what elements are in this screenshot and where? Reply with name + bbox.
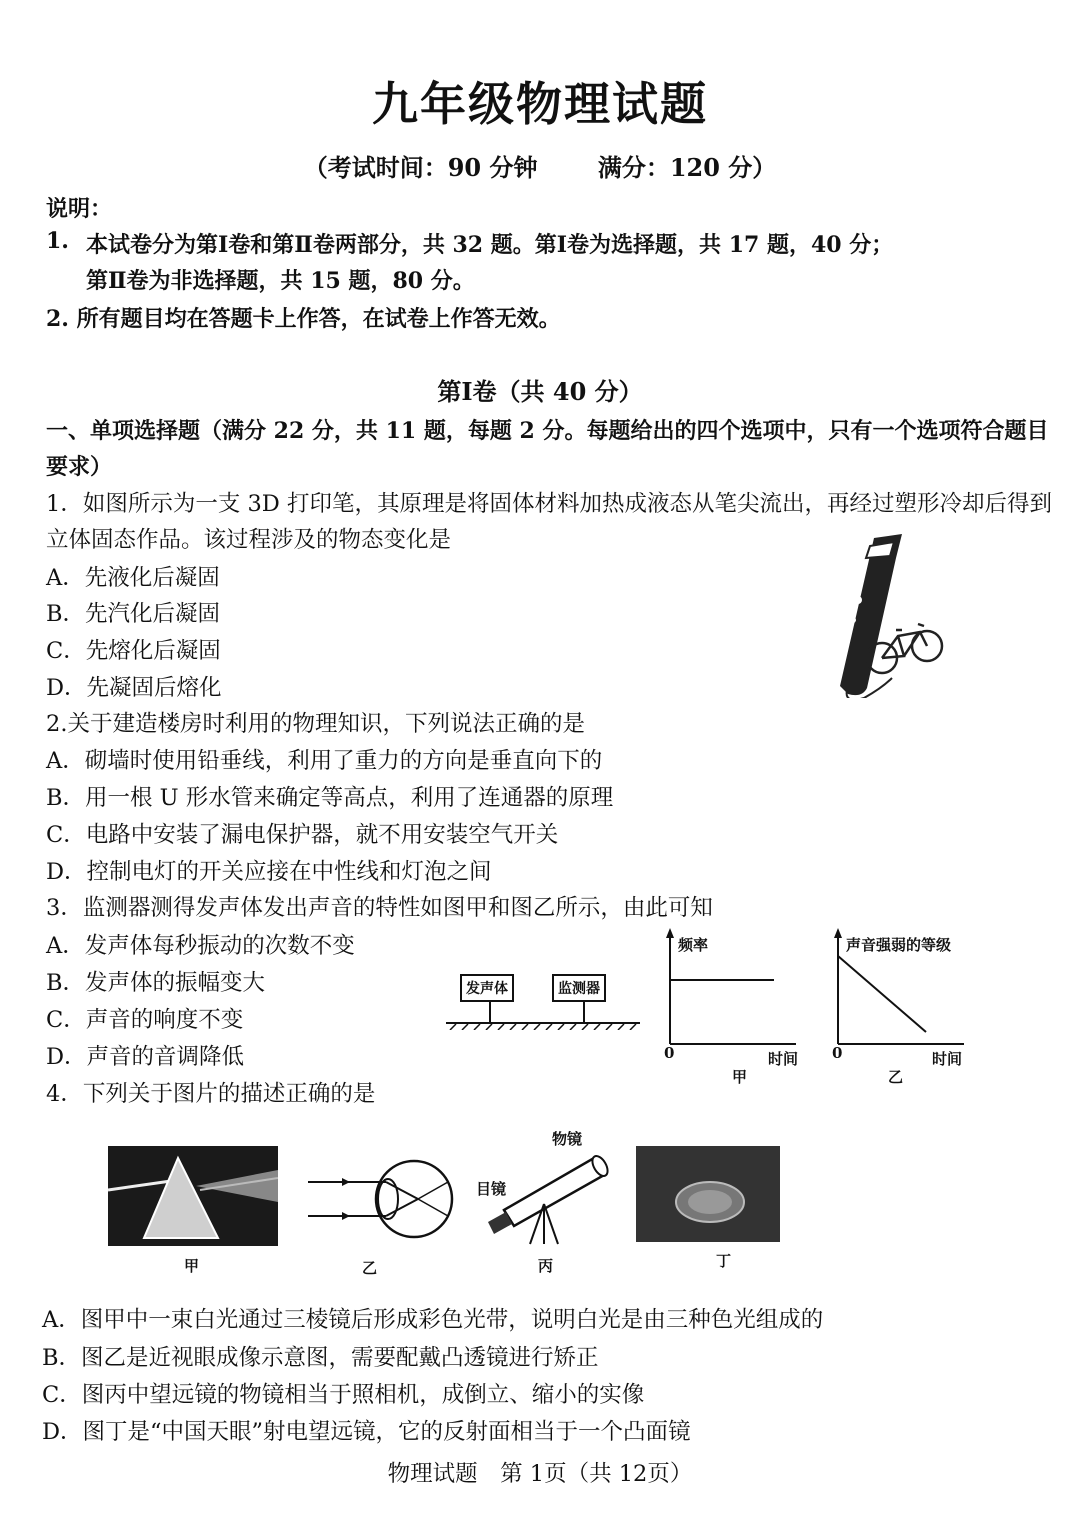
q4-option-a: A．图甲中一束白光通过三棱镜后形成彩色光带，说明白光是由三种色光组成的: [42, 1307, 824, 1333]
graph2-caption: 乙: [888, 1068, 904, 1086]
graph1-caption: 甲: [732, 1068, 748, 1086]
graph1-origin: 0: [664, 1044, 675, 1062]
q2-option-c: C．电路中安装了漏电保护器，就不用安装空气开关: [46, 822, 559, 848]
full-score: 满分：120 分）: [597, 153, 777, 182]
q2-option-a: A．砌墙时使用铅垂线，利用了重力的方向是垂直向下的: [46, 748, 603, 774]
part1-instructions-line-2: 要求）: [46, 454, 113, 480]
q3-option-c: C．声音的响度不变: [46, 1007, 244, 1033]
q4-caption-3: 丙: [538, 1257, 554, 1275]
page-footer: 物理试题 第 1页（共 12页）: [387, 1461, 693, 1487]
telescope-icon: [488, 1153, 611, 1244]
eye-diagram: [302, 1150, 462, 1240]
graph1-y-label: 频率: [678, 936, 709, 954]
q3-option-b: B．发声体的振幅变大: [46, 970, 266, 996]
q2-option-d: D．控制电灯的开关应接在中性线和灯泡之间: [46, 859, 492, 885]
fast-telescope-photo: [636, 1146, 780, 1242]
part1-instructions-line-1: 一、单项选择题（满分 22 分，共 11 题，每题 2 分。每题给出的四个选项中，只有一个选项符合题目: [46, 418, 1049, 444]
graph2-y-label: 声音强弱的等级: [846, 936, 952, 954]
eyepiece-label: 目镜: [476, 1180, 507, 1198]
q4-option-b: B．图乙是近视眼成像示意图，需要配戴凸透镜进行矫正: [42, 1345, 599, 1371]
q3-stem: 3．监测器测得发声体发出声音的特性如图甲和图乙所示，由此可知: [46, 895, 713, 921]
q3-setup-figure: [444, 970, 644, 1030]
q1-option-d: D．先凝固后熔化: [46, 675, 222, 701]
q1-option-a: A．先液化后凝固: [46, 565, 220, 591]
q3-graph-frequency: [656, 926, 806, 1086]
exam-time: （考试时间：90 分钟: [303, 153, 538, 182]
page-title: 九年级物理试题: [372, 77, 708, 131]
q2-option-b: B．用一根 U 形水管来确定等高点，利用了连通器的原理: [46, 785, 614, 811]
graph2-origin: 0: [832, 1044, 843, 1062]
q1-option-b: B．先汽化后凝固: [46, 601, 221, 627]
loudness-line: [838, 956, 926, 1032]
graph1-x-label: 时间: [768, 1050, 799, 1068]
ground-line: [444, 970, 644, 1030]
note-1-line-1: 本试卷分为第Ⅰ卷和第Ⅱ卷两部分，共 32 题。第Ⅰ卷为选择题，共 17 题，40 分；: [86, 232, 894, 258]
q1-option-c: C．先熔化后凝固: [46, 638, 221, 664]
q4-option-d: D．图丁是“中国天眼”射电望远镜，它的反射面相当于一个凸面镜: [42, 1419, 691, 1445]
q3-option-d: D．声音的音调降低: [46, 1044, 245, 1070]
prism-photo: [108, 1146, 278, 1246]
radio-telescope-icon: [636, 1146, 780, 1242]
q4-stem: 4．下列关于图片的描述正确的是: [46, 1081, 376, 1107]
graph2-x-label: 时间: [932, 1050, 963, 1068]
note-1-line-2: 第Ⅱ卷为非选择题，共 15 题，80 分。: [86, 268, 475, 294]
q2-stem: 2.关于建造楼房时利用的物理知识，下列说法正确的是: [46, 711, 585, 737]
lens-icon: [378, 1179, 398, 1219]
eyeball-icon: [376, 1161, 452, 1237]
q1-3d-pen-figure: [812, 528, 952, 698]
objective-label: 物镜: [552, 1130, 583, 1148]
sound-source-box: 发声体: [460, 974, 514, 1002]
note-1-number: 1.: [46, 228, 69, 254]
q4-caption-4: 丁: [716, 1252, 732, 1270]
q1-stem-line-2: 立体固态作品。该过程涉及的物态变化是: [46, 527, 452, 553]
note-2: 2. 所有题目均在答题卡上作答，在试卷上作答无效。: [46, 306, 561, 332]
notes-heading: 说明：: [46, 196, 113, 222]
q4-caption-2: 乙: [362, 1259, 378, 1277]
q4-caption-1: 甲: [184, 1257, 200, 1275]
prism-icon: [108, 1146, 278, 1246]
section-title: 第Ⅰ卷（共 40 分）: [437, 377, 643, 406]
q4-option-c: C．图丙中望远镜的物镜相当于照相机，成倒立、缩小的实像: [42, 1382, 645, 1408]
exam-info: [0, 148, 1080, 183]
q3-graph-loudness: [824, 926, 984, 1086]
3d-pen-icon: [840, 534, 902, 698]
q1-stem-line-1: 1．如图所示为一支 3D 打印笔，其原理是将固体材料加热成液态从笔尖流出，再经过塑形冷却后得到: [46, 491, 1052, 517]
monitor-box: 监测器: [552, 974, 606, 1002]
q3-option-a: A．发声体每秒振动的次数不变: [46, 933, 355, 959]
